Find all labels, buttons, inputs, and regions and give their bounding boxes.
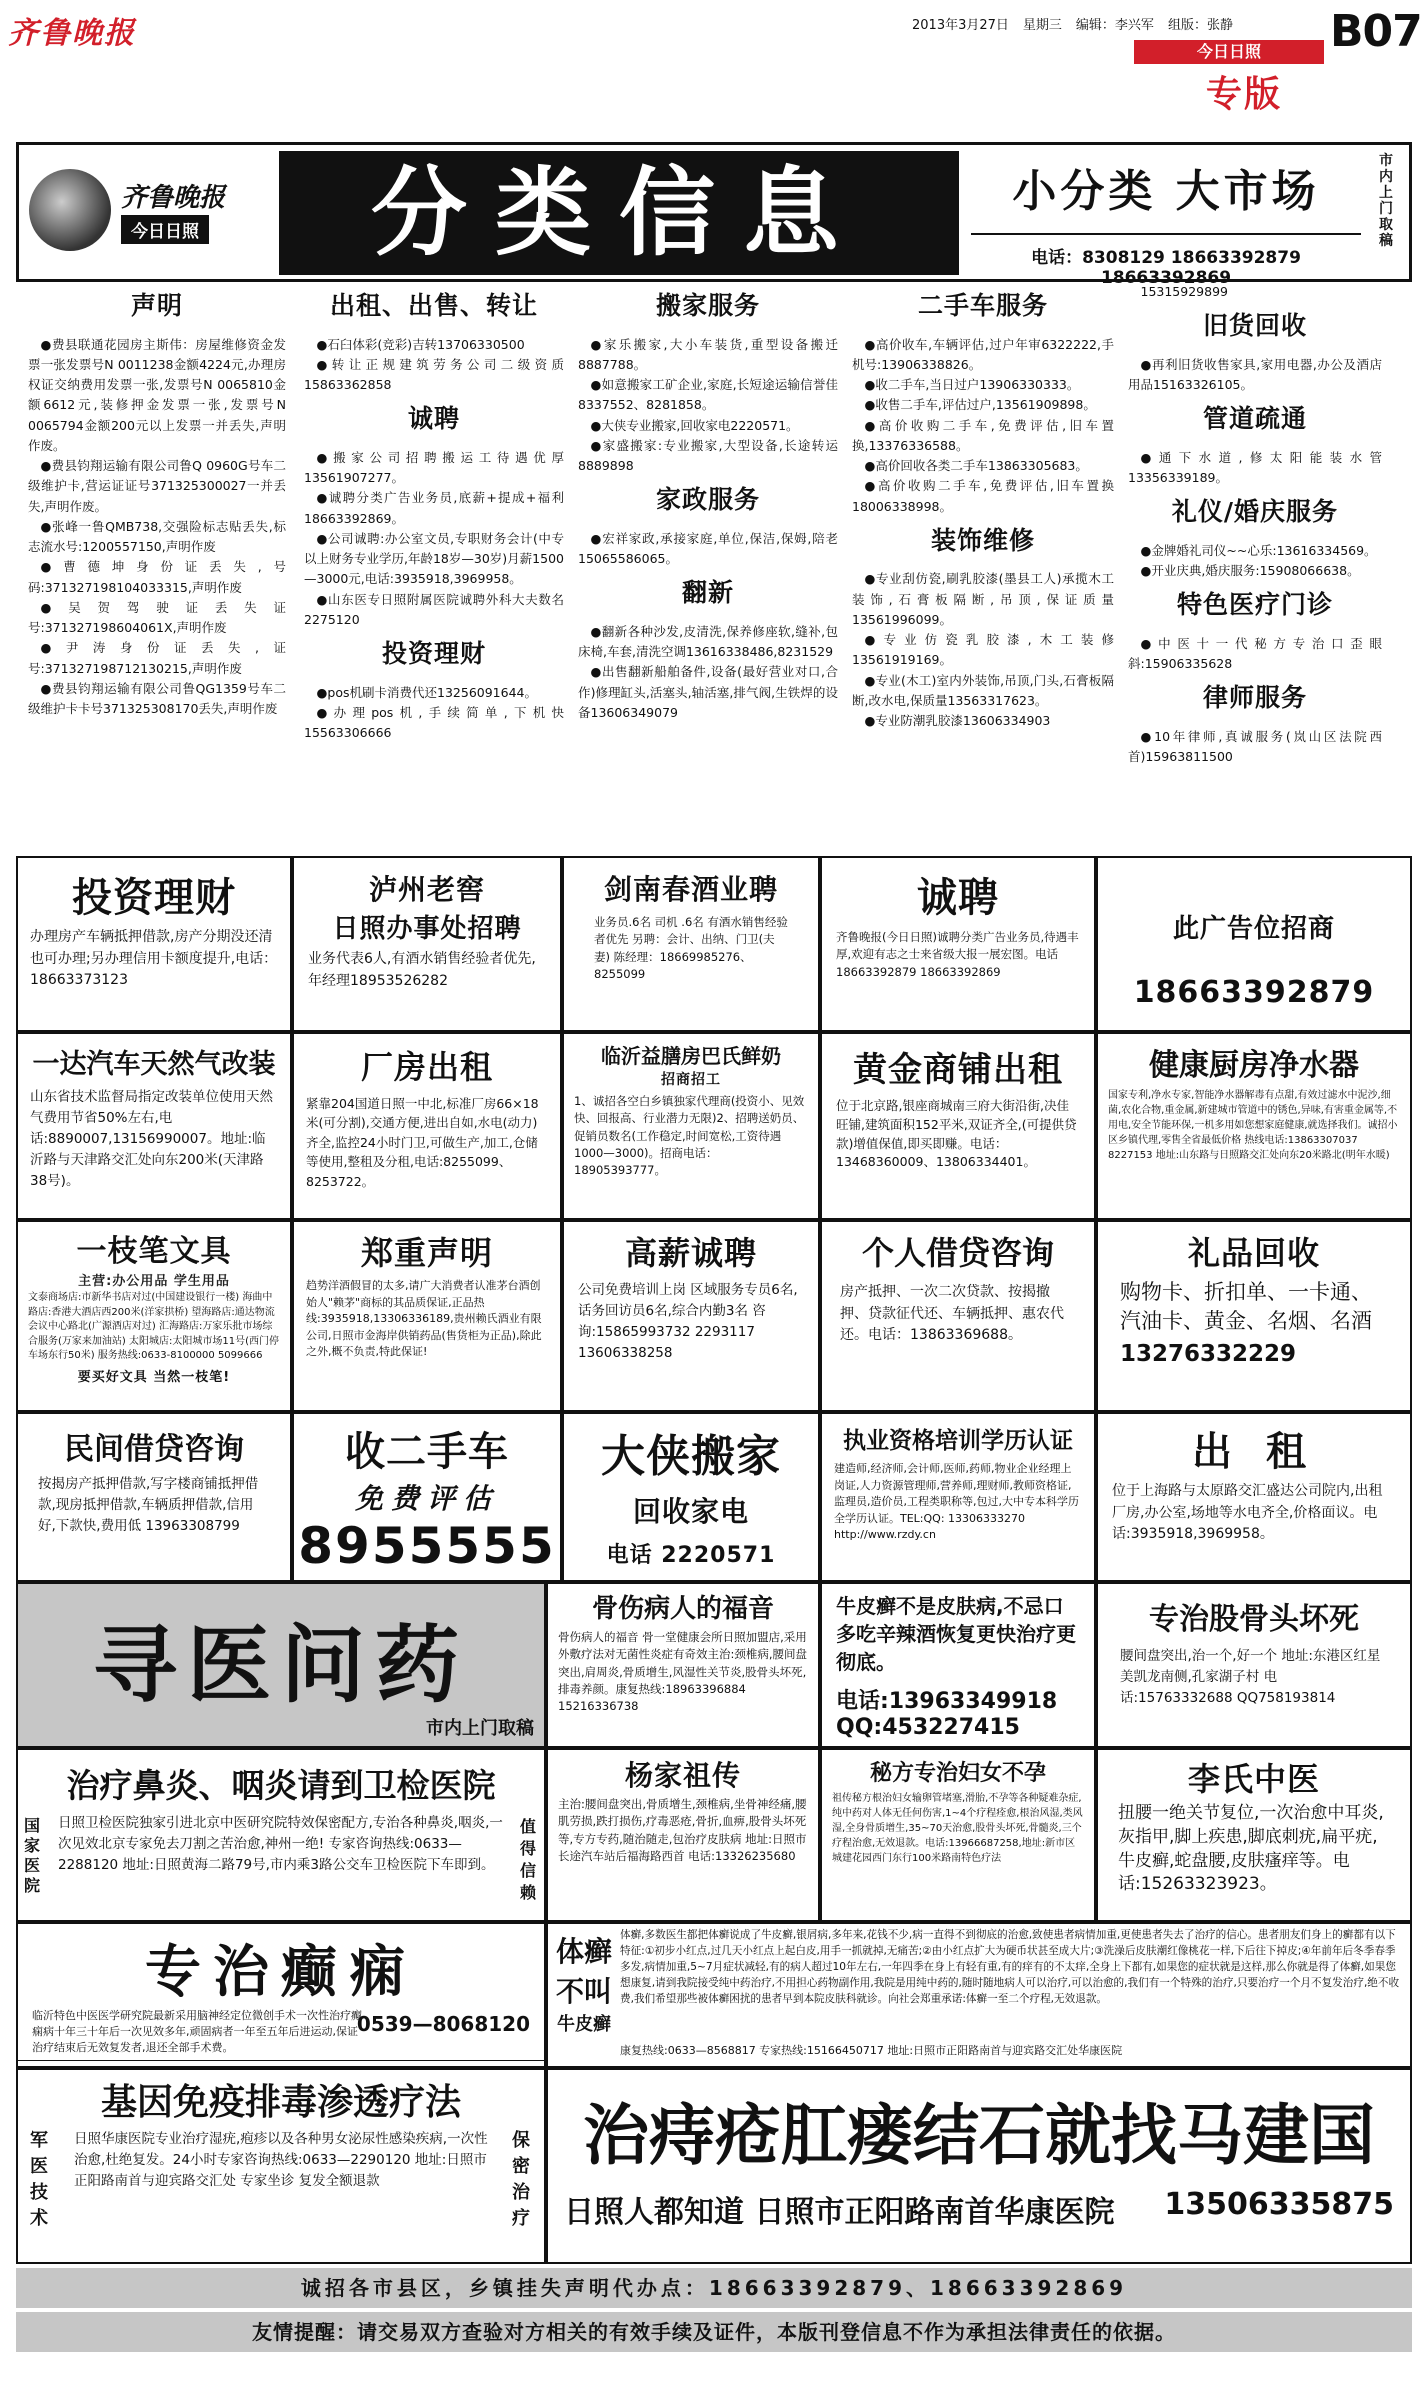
classified-entry: ●办理pos机,手续简单,下机快15563306666 — [304, 704, 564, 740]
ad-luzhou — [292, 856, 562, 1032]
ad-gas-body: 山东省技术监督局指定改装单位使用天然气费用节省50%左右,电话:8890007,13156990007。地址:临沂路与天津路交汇处向东200米(天津路38号)。 — [30, 1089, 273, 1189]
ad-psoriasis-phone: 电话:13963349918 — [836, 1689, 1058, 1714]
category-heading: 律师服务 — [1202, 683, 1307, 713]
classified-entry: ●大侠专业搬家,回收家电2220571。 — [590, 417, 799, 433]
ad-tinea-side-5: 牛皮癣 — [557, 2014, 611, 2035]
footer-agents: 诚招各市县区，乡镇挂失声明代办点：18663392879、18663392869 — [16, 2268, 1412, 2308]
banner-logo-box — [23, 149, 273, 275]
classified-entry: ●公司诚聘:办公室文员,专职财务会计(中专以上财务专业学历,年龄18岁—30岁)月薪1500—3000元,电话:3935918,3969958。 — [304, 530, 564, 587]
ad-gas-title: 一达汽车天然气改装 — [32, 1049, 276, 1080]
ad-epilepsy-title: 专治癫痫 — [145, 1940, 417, 2005]
ad-daxia-sub: 回收家电 — [632, 1495, 749, 1528]
ad-epilepsy — [16, 1922, 546, 2068]
ad-vacant-title: 此广告位招商 — [1172, 914, 1335, 944]
ad-personal-loan — [820, 1220, 1096, 1412]
ad-epilepsy-body: 临沂特色中医医学研究院最新采用脑神经定位微创手术一次性治疗癫痫病十年三十年后一次见效多年,顽固病者一年至五年后进运动,保证治疗结束后无效复发者,退还全部手术费。 — [32, 2009, 362, 2054]
category-heading: 搬家服务 — [655, 291, 760, 320]
ad-gold-shop — [820, 1032, 1096, 1220]
ad-hemorrhoids — [546, 2068, 1412, 2264]
banner-logo-sub: 今日日照 — [121, 215, 209, 244]
banner-logo-text: 齐鲁晚报 — [121, 183, 226, 213]
ad-rhinitis-body: 日照卫检医院独家引进北京中医研究院特效保密配方,专治各种鼻炎,咽炎,一次见效北京专家免去刀割之苦治愈,神州一绝! 专家咨询热线:0633—2288120 地址:日照黄海二路79号,市内乘3路公交车卫检医院下车即到。 — [58, 1815, 503, 1873]
ad-used-car-sub: 免费评估 — [354, 1482, 499, 1515]
category-heading: 声明 — [130, 291, 183, 320]
classified-entry: ●翻新各种沙发,皮清洗,保养修座软,缝补,包床椅,车套,清洗空调13616338486,8231529 — [578, 623, 838, 659]
issue-weekday: 星期三 — [1022, 18, 1062, 33]
ad-rhinitis-right: 值得信赖 — [520, 1817, 537, 1902]
ad-gold-title: 黄金商铺出租 — [853, 1050, 1063, 1090]
banner-slogan: 小分类 大市场 — [1012, 166, 1320, 217]
classified-entry: ●高价回收各类二手车13863305683。 — [864, 458, 1088, 473]
ad-bone-body: 骨伤病人的福音 骨一堂健康会所日照加盟店,采用外敷疗法对无菌性炎症有奇效主治:颈椎病,腰间盘突出,肩周炎,骨质增生,风湿性关节炎,股骨头坏死,排毒养颜。康复热线:18963396884 15216336738 — [558, 1630, 808, 1713]
ad-used-car-title: 收二手车 — [345, 1429, 509, 1475]
ad-infertility-title: 秘方专治妇女不孕 — [869, 1761, 1046, 1786]
issue-date: 2013年3月27日 — [912, 18, 1009, 33]
ad-gift-title: 礼品回收 — [1187, 1234, 1320, 1272]
classified-entry: ●曹德坤身份证丢失,号码:371327198104033315,声明作废 — [28, 559, 286, 595]
ad-daxia-title: 大侠搬家 — [601, 1431, 781, 1482]
ad-immune-left: 军医技术 — [30, 2130, 48, 2229]
ad-hiring-qilu — [820, 856, 1096, 1032]
classified-entry: ●高价收车,车辆评估,过户年审6322222,手机号:13906338826。 — [852, 336, 1114, 372]
classified-entry: ●费县钧翔运输有限公司鲁QG1359号车二级维护卡卡号371325308170丢失,声明作废 — [28, 680, 286, 716]
ad-tinea-side-2: 癣 — [584, 1935, 613, 1968]
classified-entry: ●山东医专日照附属医院诚聘外科大夫数名2275120 — [304, 591, 564, 627]
classified-entry: ●石臼体彩(竞彩)吉转13706330500 — [316, 336, 525, 352]
ad-rent-office-title: 出 租 — [1192, 1429, 1316, 1475]
classified-banner — [16, 142, 1412, 288]
banner-title: 分类信息 — [279, 151, 959, 275]
classified-entry: ●中医十一代秘方专治口歪眼斜:15906335628 — [1128, 635, 1382, 671]
classified-entry: ●尹涛身份证丢失,证号:371327198712130215,声明作废 — [28, 640, 286, 676]
ad-stationery-slogan: 要买好文具 当然一枝笔! — [77, 1369, 231, 1385]
classified-entry: ●金牌婚礼司仪~~心乐:13616334569。 — [1140, 542, 1377, 558]
classified-entry: ●再利旧货收售家具,家用电器,办公及酒店用品15163326105。 — [1128, 356, 1382, 392]
ad-infertility — [820, 1748, 1096, 1922]
ad-li-title: 李氏中医 — [1187, 1760, 1320, 1798]
ad-jiannanchun-body: 业务员.6名 司机 .6名 有酒水销售经验者优先 另聘：会计、出纳、门卫(夫妻) 陈经理：18669985276、8255099 — [594, 915, 788, 981]
category-heading: 出租、出售、转让 — [329, 291, 538, 320]
column-3 — [578, 282, 838, 854]
ad-immune-body: 日照华康医院专业治疗湿疣,疱疹以及各种男女泌尿性感染疾病,一次性治愈,杜绝复发。24小时专家咨询热线:0633—2290120 地址:日照市正阳路南首与迎宾路交汇处 专家坐诊 复发全额退款 — [74, 2131, 488, 2189]
category-heading: 礼仪/婚庆服务 — [1171, 497, 1339, 527]
classified-entry: 15315929899 — [1140, 284, 1228, 299]
classified-entry: ●专业刮仿瓷,刷乳胶漆(墨县工人)承揽木工装饰,石膏板隔断,吊顶,保证质量13561996099。 — [852, 571, 1114, 627]
ad-rhinitis-title: 治疗鼻炎、咽炎请到卫检医院 — [66, 1766, 496, 1805]
category-heading: 管道疏通 — [1202, 404, 1307, 434]
category-heading: 旧货回收 — [1202, 311, 1307, 341]
special-label: 专版 — [1206, 74, 1283, 115]
ad-femoral-body: 腰间盘突出,治一个,好一个 地址:东港区红星美凯龙南侧,孔家湖子村 电话:15763332688 QQ758193814 — [1120, 1648, 1381, 1706]
column-5 — [1128, 282, 1382, 854]
classified-entry: ●如意搬家工矿企业,家庭,长短途运输信誉佳8337552、8281858。 — [578, 377, 838, 413]
ad-hemorrhoids-phone: 13506335875 — [1164, 2187, 1394, 2222]
ad-gift-recycle — [1096, 1220, 1412, 1412]
classified-entry: ●专业防潮乳胶漆13606334903 — [864, 713, 1051, 728]
ad-gas-conversion — [16, 1032, 292, 1220]
ad-training-body: 建造师,经济师,会计师,医师,药师,物业企业经理上岗证,人力资源管理师,营养师,理财师,教师资格证,监理员,造价员,工程类职称等,包过,大中专本科学历全学历认证。TEL:QQ: 13306333270 http://www.rzdy.cn — [834, 1462, 1079, 1541]
classified-entry: ●通下水道,修太阳能装水管13356339189。 — [1128, 449, 1382, 485]
ad-psoriasis-title: 牛皮癣不是皮肤病,不忌口多吃辛辣酒恢复更快治疗更彻底。 — [836, 1594, 1076, 1674]
ad-invest-body: 办理房产车辆抵押借款,房产分期没还清也可办理;另办理信用卡额度提升,电话：18663373123 — [30, 929, 278, 989]
ad-statement — [292, 1220, 562, 1412]
ad-used-car-phone: 8955555 — [298, 1517, 556, 1575]
ad-rhinitis-left: 国家医院 — [24, 1816, 41, 1895]
classified-entry: ●专业(木工)室内外装饰,吊顶,门头,石膏板隔断,改水电,保质量13563317623。 — [852, 672, 1114, 708]
ad-milk-title: 临沂益膳房巴氏鲜奶 — [601, 1044, 781, 1068]
banner-side: 市内上门取稿 — [1379, 153, 1393, 249]
ad-statement-body: 趋势洋酒假冒的太多,请广大消费者认准茅台酒创始人"赖茅"商标的其品质保证,正品热线:3935918,13306336189,贵州赖氏酒业有限公司,日照市金海岸供销药品(售货柜为正品),除此之外,概不负责,特此保证! — [306, 1279, 542, 1358]
ad-water-purifier — [1096, 1032, 1412, 1220]
category-heading: 二手车服务 — [917, 291, 1048, 320]
category-heading: 装饰维修 — [930, 525, 1035, 555]
ad-femoral-head — [1096, 1582, 1412, 1748]
classified-entry: ●搬家公司招聘搬运工待遇优厚13561907277。 — [304, 449, 564, 485]
classified-entry: ●收售二手车,评估过户,13561909898。 — [864, 397, 1096, 413]
ad-high-salary — [562, 1220, 820, 1412]
ad-rent-office — [1096, 1412, 1412, 1582]
classified-entry: ●费县钧翔运输有限公司鲁Q 0960G号车二级维护卡,营运证证号371325300027一并丢失,声明作废。 — [28, 458, 286, 514]
ad-luzhou-title2: 日照办事处招聘 — [332, 914, 522, 944]
ad-rhinitis — [16, 1748, 546, 1922]
category-heading: 家政服务 — [655, 485, 760, 515]
ad-milk — [562, 1032, 820, 1220]
category-heading: 诚聘 — [407, 404, 460, 434]
ad-psoriasis-qq: QQ:453227415 — [836, 1715, 1020, 1740]
ad-tinea-side-4: 叫 — [584, 1975, 613, 2008]
ad-training-title: 执业资格培训学历认证 — [843, 1428, 1073, 1454]
ad-vacant-phone: 18663392879 — [1133, 975, 1375, 1010]
classified-entry: ●张峰一鲁QMB738,交强险标志贴丢失,标志流水号:1200557150,声明作废 — [28, 518, 286, 554]
ad-rent-office-body: 位于上海路与太原路交汇盛达公司院内,出租厂房,办公室,场地等水电齐全,价格面议。电话:3935918,3969958。 — [1112, 1483, 1383, 1543]
ad-milk-body: 1、诚招各空白乡镇独家代理商(投资小、见效快、回报高、行业潜力无限)2、招聘送奶员、促销员数名(工作稳定,时间宽松,工资待遇1000—3000)。招商电话：18905393777。 — [574, 1094, 805, 1177]
classified-entry: ●pos机刷卡消费代还13256091644。 — [316, 684, 537, 700]
classified-entry: ●家盛搬家:专业搬家,大型设备,长途转运8889898 — [578, 437, 838, 473]
ad-hemorrhoids-title: 治痔疮肛瘘结石就找马建国 — [583, 2096, 1375, 2174]
column-1 — [28, 282, 286, 854]
ad-hiring-qilu-body: 齐鲁晚报(今日日照)诚聘分类广告业务员,待遇丰厚,欢迎有志之士来省级大报一展宏图。电话18663392879 18663392869 — [836, 930, 1079, 979]
footer-disclaimer: 友情提醒：请交易双方查验对方相关的有效手续及证件，本版刊登信息不作为承担法律责任的依据。 — [16, 2312, 1412, 2352]
ad-jiannanchun-title: 剑南春酒业聘 — [603, 873, 778, 906]
medical-header-title: 寻医问药 — [92, 1616, 469, 1714]
category-heading: 投资理财 — [381, 639, 486, 668]
masthead-info — [912, 14, 1233, 33]
classified-entry: ●转让正规建筑劳务公司二级资质15863362858 — [304, 356, 564, 392]
ad-water-title: 健康厨房净水器 — [1149, 1048, 1359, 1083]
ad-stationery-body: 文泰商场店:市新华书店对过(中国建设银行一楼) 海曲中路店:香港大酒店西200米(洋家拱桥) 望海路店:通达物流会议中心路北(广源酒店对过) 汇海路店:万家乐批市场综合服务(万家来加油站) 太阳城店:太阳城市场11号(西门停车场东行50米) 服务热线:0633-8100000 5099666 — [28, 1292, 279, 1361]
ad-gift-body: 购物卡、折扣单、一卡通、汽油卡、黄金、名烟、名酒 — [1120, 1280, 1372, 1334]
ad-tinea-body: 体癣,多数医生都把体癣说成了牛皮癣,银屑病,多年来,花钱不少,病一直得不到彻底的治愈,致使患者病情加重,更使患者失去了治疗的信心。患者朋友们身上的癣都有以下特征:①初步小红点,过几天小红点上起白皮,用手一抓就掉,无痛苦;②由小红点扩大为硬币状甚至成大片;③洗澡后皮肤潮红像桃花一样,下后往下掉皮;④年前年后冬季春季多发,病情加重,5~7月症状减轻,有的病人超过10年左右,一年四季在身上有轻有重,有的痒有的不太痒,全身上下都有,如果您的症状就是这样,那么你就是得了体癣,如果您想康复,请到我院接受纯中药治疗,不用担心药物副作用,我院是用纯中药的,随时随地病人可以治疗,可以治愈的,我们有一个特殊的治疗,只要治疗一个月不复发治疗,绝不收费,我们希望那些被体癣困扰的患者早到本院皮肤科就诊。向社会郑重承诺:体癣一至二个疗程,无效退款。 — [620, 1929, 1400, 2005]
ad-tinea-side-1: 体 — [555, 1935, 584, 1968]
ad-li-tcm — [1096, 1748, 1412, 1922]
ad-tinea-side-3: 不 — [555, 1975, 584, 2008]
ad-immune-therapy — [16, 2068, 546, 2264]
classified-entry: ●高价收购二手车,免费评估,旧车置换,13376336588。 — [852, 417, 1114, 453]
classified-entry: ●诚聘分类广告业务员,底薪+提成+福利18663392869。 — [304, 490, 564, 526]
classified-entry: ●家乐搬家,大小车装货,重型设备搬迁8887788。 — [578, 336, 838, 372]
ad-immune-title: 基因免疫排毒渗透疗法 — [100, 2082, 461, 2123]
ad-private-loan-body: 按揭房产抵押借款,写字楼商铺抵押借款,现房抵押借款,车辆质押借款,信用好,下款快,费用低 13963308799 — [38, 1476, 259, 1534]
ad-stationery — [16, 1220, 292, 1412]
column-2 — [304, 282, 564, 854]
ad-private-loan-title: 民间借贷咨询 — [64, 1432, 244, 1467]
ad-immune-right: 保密治疗 — [512, 2130, 530, 2229]
ad-daxia-phone: 电话 2220571 — [606, 1543, 776, 1568]
ad-psoriasis — [820, 1582, 1096, 1748]
ad-milk-sub: 招商招工 — [661, 1072, 721, 1088]
ad-stationery-title: 一枝笔文具 — [76, 1234, 232, 1269]
ad-femoral-title: 专治股骨头坏死 — [1149, 1602, 1359, 1637]
ad-high-salary-title: 高薪诚聘 — [624, 1234, 757, 1272]
masthead-logo: 齐鲁晚报 — [8, 16, 136, 51]
ad-training — [820, 1412, 1096, 1582]
ad-tinea-foot: 康复热线:0633—8568817 专家热线:15166450717 地址:日照市正阳路南首与迎宾路交汇处华康医院 — [620, 2044, 1123, 2057]
logo-mark-icon — [29, 169, 111, 251]
ad-yang-body: 主治:腰间盘突出,骨质增生,颈椎病,坐骨神经痛,腰肌劳损,跌打损伤,疗毒恶疮,骨折,血痹,股骨头坏死等,专方专药,随治随走,包治疗皮肤病 地址:日照市长途汽车站后福海路西首 电话:13326235680 — [558, 1797, 807, 1863]
ad-stationery-sub: 主营:办公用品 学生用品 — [78, 1274, 230, 1289]
classified-entry: ●吴贺驾驶证丢失证号:371327198604061X,声明作废 — [28, 599, 286, 635]
page-number: B07 — [1330, 6, 1422, 57]
ad-bone-injury — [546, 1582, 820, 1748]
ad-jiannanchun — [562, 856, 820, 1032]
medical-header-sub: 市内上门取稿 — [426, 1718, 534, 1739]
ad-hiring-qilu-title: 诚聘 — [917, 875, 999, 921]
ad-high-salary-body: 公司免费培训上岗 区域服务专员6名,话务回访员6名,综合内勤3名 咨询:15865993732 2293117 13606338258 — [578, 1282, 798, 1361]
editor: 编辑：李兴军 — [1075, 18, 1154, 33]
ad-daxia-moving — [562, 1412, 820, 1582]
ad-hemorrhoids-sub-text: 日照人都知道 日照市正阳路南首华康医院 — [564, 2195, 1115, 2230]
classified-entry: ●费县联通花园房主斯伟：房屋维修资金发票一张发票号N 0011238金额4224元,办理房权证交纳费用发票一张,发票号N 0065810金额6612元,装修押金发票一张,发票号N 0065794金额200元以上发票一并丢失,声明作废。 — [28, 336, 286, 453]
section-tag: 今日日照 — [1134, 40, 1324, 64]
ad-hemorrhoids-sub — [548, 2177, 1410, 2241]
ad-li-body: 扭腰一绝关节复位,一次治愈中耳炎,灰指甲,脚上疾患,脚底刺疣,扁平疣,牛皮癣,蛇盘腰,皮肤瘙痒等。电话:15263323923。 — [1118, 1803, 1384, 1895]
ad-invest — [16, 856, 292, 1032]
ad-factory-rent — [292, 1032, 562, 1220]
ad-factory-body: 紧靠204国道日照一中北,标准厂房66×18米(可分割),交通方便,进出自如,水电(动力)齐全,监控24小时门卫,可做生产,加工,仓储等使用,整租及分租,电话:8255099、8253722。 — [306, 1096, 539, 1189]
ad-gold-body: 位于北京路,银座商城南三府大街沿街,决佳旺铺,建筑面积152平米,双证齐全,(可提供贷款)增值保值,即买即赚。电话：13468360009、13806334401。 — [836, 1098, 1077, 1170]
designer: 组版：张静 — [1167, 18, 1233, 33]
ad-statement-title: 郑重声明 — [360, 1234, 493, 1272]
column-4 — [852, 282, 1114, 854]
ad-used-car — [292, 1412, 562, 1582]
ad-tinea — [546, 1922, 1412, 2068]
ad-gift-phone: 13276332229 — [1120, 1340, 1297, 1367]
ad-personal-loan-body: 房产抵押、一次二次贷款、按揭撤押、贷款征代还、车辆抵押、惠农代还。电话：13863369688。 — [840, 1284, 1064, 1344]
classified-entry: ●10年律师,真诚服务(岚山区法院西首)15963811500 — [1128, 728, 1382, 764]
ad-yang-title: 杨家祖传 — [624, 1759, 741, 1792]
ad-luzhou-title: 泸州老窖 — [368, 873, 485, 906]
classified-entry: ●高价收购二手车,免费评估,旧车置换18006338998。 — [852, 478, 1114, 514]
classified-entry: ●专业仿瓷乳胶漆,木工装修13561919169。 — [852, 632, 1114, 668]
ad-private-loan — [16, 1412, 292, 1582]
ad-bone-title: 骨伤病人的福音 — [591, 1594, 774, 1624]
category-heading: 特色医疗门诊 — [1176, 590, 1333, 620]
ad-personal-loan-title: 个人借贷咨询 — [861, 1234, 1054, 1272]
classified-entry: ●宏祥家政,承接家庭,单位,保洁,保姆,陪老15065586065。 — [578, 530, 838, 566]
banner-phones: 电话：8308129 18663392879 18663392869 — [971, 233, 1361, 288]
classified-entry: ●开业庆典,婚庆服务:15908066638。 — [1140, 563, 1360, 578]
ad-epilepsy-phone: 0539—8068120 — [356, 2012, 530, 2036]
ad-medical-header — [16, 1582, 546, 1748]
ad-infertility-body: 祖传秘方根治妇女输卵管堵塞,滑胎,不孕等各种疑难杂症,纯中药对人体无任何伤害,1~4个疗程痊愈,根治风湿,类风湿,全身骨质增生,35~70天治愈,股骨头坏死,骨髓炎,三个疗程治愈,无效退款。电话:13966687258,地址:新市区城建花园西门东行100米路南特色疗法 — [832, 1793, 1083, 1864]
ad-water-body: 国家专利,净水专家,智能净水器解毒有点甜,有效过滤水中泥沙,细菌,农化合物,重金属,新建城市管道中的锈色,异味,有害重金属等,不用电,安全节能环保,一机多用如您想家庭健康,就选择我们。诚招小区乡镇代理,零售全省最低价格 热线电话:13863307037 8227153 地址:山东路与日照路交汇处向东20米路北(明年水暖) — [1108, 1090, 1398, 1161]
ad-vacant — [1096, 856, 1412, 1032]
ad-factory-title: 厂房出租 — [360, 1048, 493, 1086]
classified-entry: ●出售翻新船舶备件,设备(最好营业对口,合作)修理缸头,活塞头,轴活塞,排气阀,生铁焊的设备13606349079 — [578, 664, 838, 720]
category-heading: 翻新 — [681, 578, 734, 608]
ad-yang-family — [546, 1748, 820, 1922]
classified-entry: ●收二手车,当日过户13906330333。 — [864, 377, 1080, 392]
ad-luzhou-body: 业务代表6人,有酒水销售经验者优先,年经理18953526282 — [308, 951, 536, 989]
ad-tinea-side — [552, 1930, 616, 2036]
ad-invest-title: 投资理财 — [72, 875, 236, 921]
